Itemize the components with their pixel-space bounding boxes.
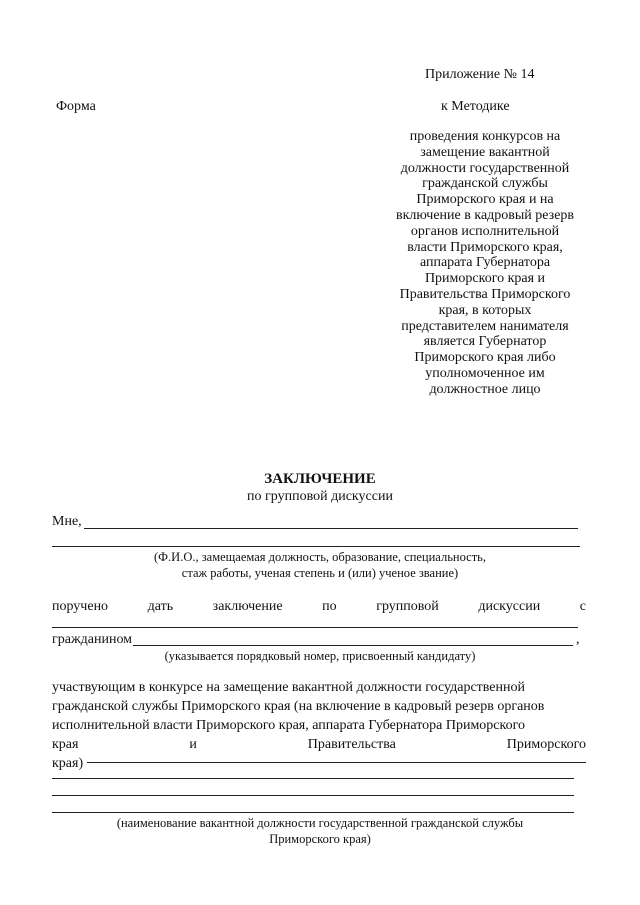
position-fill-line-2 [52,778,574,779]
paragraph-line: участвующим в конкурсе на замещение вакантной должности государственной [52,680,525,695]
method-line: должностное лицо [429,381,541,397]
method-line: края, в которых [438,302,532,318]
method-line: уполномоченное им [425,365,545,381]
assigned-word: дать [147,599,174,614]
assigned-line [52,598,586,615]
method-line: Приморского края либо [414,350,556,366]
assigned-word: с [579,599,586,614]
assigned-word: дискуссии [478,599,541,614]
paragraph-line: края и Правительства Приморского [52,737,586,752]
method-line: власти Приморского края, [407,239,563,255]
competition-paragraph [52,678,586,773]
citizen-fill-line [133,645,573,646]
fio-fill-line-2 [52,546,580,547]
method-line: должности государственной [400,160,570,176]
appendix-number: Приложение № 14 [425,67,535,82]
method-line: Приморского края и [424,271,546,287]
document-subtitle: по групповой дискуссии [247,489,393,504]
assigned-fill-line [52,627,578,628]
method-title-block [378,129,592,398]
document-title: ЗАКЛЮЧЕНИЕ [264,471,376,487]
method-line: включение в кадровый резерв [395,207,575,223]
assigned-word: поручено [52,599,109,614]
method-line: Приморского края и на [416,192,554,208]
method-line: гражданской службы [422,176,548,192]
method-line: является Губернатор [423,334,547,350]
assigned-word: заключение [212,599,283,614]
assigned-word: по [322,599,337,614]
paragraph-line: гражданской службы Приморского края (на включение в кадровый резерв органов [52,699,545,714]
paragraph-line: края) [52,756,84,771]
position-fill-line-1 [87,762,586,763]
method-line: представителем нанимателя [401,318,569,334]
fio-hint-line2: стаж работы, ученая степень и (или) ученое звание) [181,566,459,580]
method-line: замещение вакантной [420,144,550,160]
position-hint-line2: Приморского края) [269,832,371,846]
form-label: Форма [56,99,96,114]
citizen-label: гражданином [52,632,133,647]
citizen-comma: , [576,632,580,647]
method-line: Правительства Приморского [399,286,571,302]
method-line: проведения конкурсов на [409,129,561,144]
position-fill-line-4 [52,812,574,813]
method-line: аппарата Губернатора [419,255,551,271]
position-fill-line-3 [52,795,574,796]
position-hint-line1: (наименование вакантной должности государственной гражданской службы [116,816,524,830]
paragraph-line: исполнительной власти Приморского края, аппарата Губернатора Приморского [52,718,525,733]
fio-fill-line [84,528,578,529]
to-method-label: к Методике [441,99,510,114]
fio-hint-line1: (Ф.И.О., замещаемая должность, образование, специальность, [154,550,486,564]
method-line: органов исполнительной [410,223,560,239]
assigned-word: групповой [376,599,439,614]
me-label: Мне, [52,514,82,529]
citizen-hint: (указывается порядковый номер, присвоенный кандидату) [164,649,476,663]
